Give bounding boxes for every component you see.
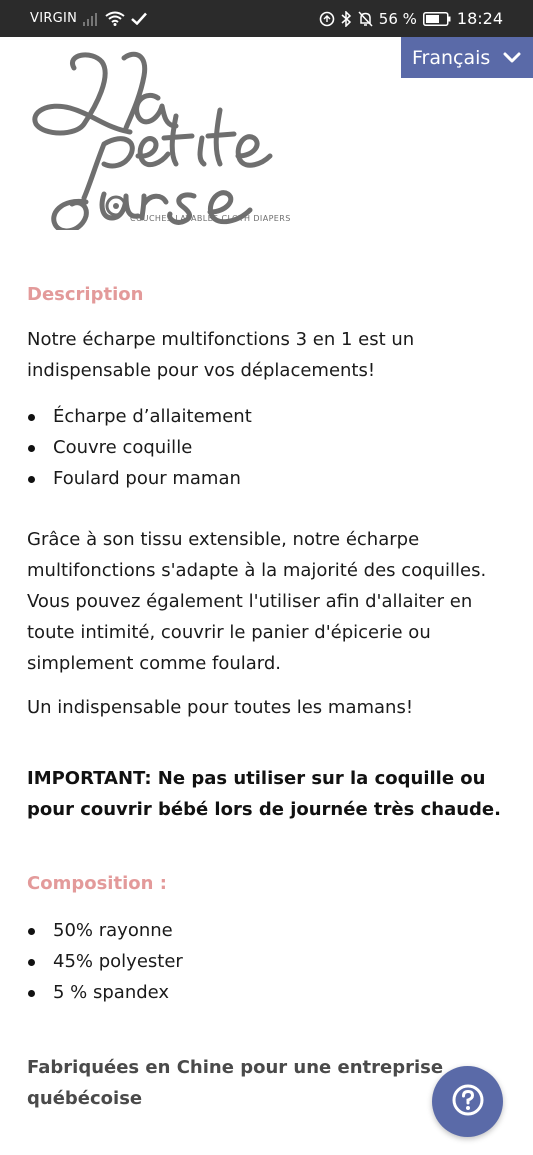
signal-icon bbox=[83, 12, 99, 26]
bluetooth-icon bbox=[341, 11, 352, 27]
composition-heading: Composition : bbox=[27, 873, 167, 894]
list-item: Couvre coquille bbox=[27, 432, 507, 463]
chevron-down-icon bbox=[503, 47, 521, 69]
list-item: Écharpe d’allaitement bbox=[27, 401, 507, 432]
status-left bbox=[30, 11, 147, 26]
help-button[interactable] bbox=[432, 1066, 503, 1137]
carrier-name: VIRGIN bbox=[30, 11, 78, 26]
description-intro: Notre écharpe multifonctions 3 en 1 est un indispensable pour vos déplacements! bbox=[27, 329, 415, 381]
product-details bbox=[27, 282, 507, 1114]
description-body: Grâce à son tissu extensible, notre écharpe multifonctions s'adapte à la majorité des coquilles. Vous pouvez également l'utiliser afin d'allaiter en toute intimité, couvrir le panier d'épicerie ou simplement comme foulard. bbox=[27, 529, 487, 674]
language-label: Français bbox=[412, 46, 491, 69]
clock: 18:24 bbox=[456, 9, 503, 28]
description-heading: Description bbox=[27, 284, 144, 305]
check-icon bbox=[131, 12, 147, 25]
list-item: 50% rayonne bbox=[27, 915, 507, 946]
feature-list bbox=[27, 401, 507, 494]
list-item: Foulard pour maman bbox=[27, 463, 507, 494]
composition-list bbox=[27, 915, 507, 1008]
list-item: 45% polyester bbox=[27, 946, 507, 977]
origin-note: Fabriquées en Chine pour une entreprise québécoise bbox=[27, 1057, 444, 1109]
brand-logo[interactable] bbox=[26, 46, 296, 230]
important-warning: IMPORTANT: Ne pas utiliser sur la coquille ou pour couvrir bébé lors de journée très chaude. bbox=[27, 768, 501, 820]
list-item: 5 % spandex bbox=[27, 977, 507, 1008]
question-mark-icon bbox=[451, 1083, 485, 1121]
battery-icon bbox=[423, 12, 451, 26]
wifi-icon bbox=[105, 11, 125, 26]
status-right bbox=[319, 9, 503, 28]
status-bar bbox=[0, 0, 533, 37]
description-closing: Un indispensable pour toutes les mamans! bbox=[27, 697, 414, 718]
data-saver-icon bbox=[319, 11, 335, 27]
logo-script-graphic bbox=[26, 46, 296, 230]
language-selector[interactable] bbox=[401, 37, 533, 78]
mute-bell-icon bbox=[358, 11, 373, 27]
battery-percent: 56 % bbox=[378, 9, 417, 28]
logo-tagline: COUCHES LAVABLES CLOTH DIAPERS bbox=[130, 214, 291, 223]
